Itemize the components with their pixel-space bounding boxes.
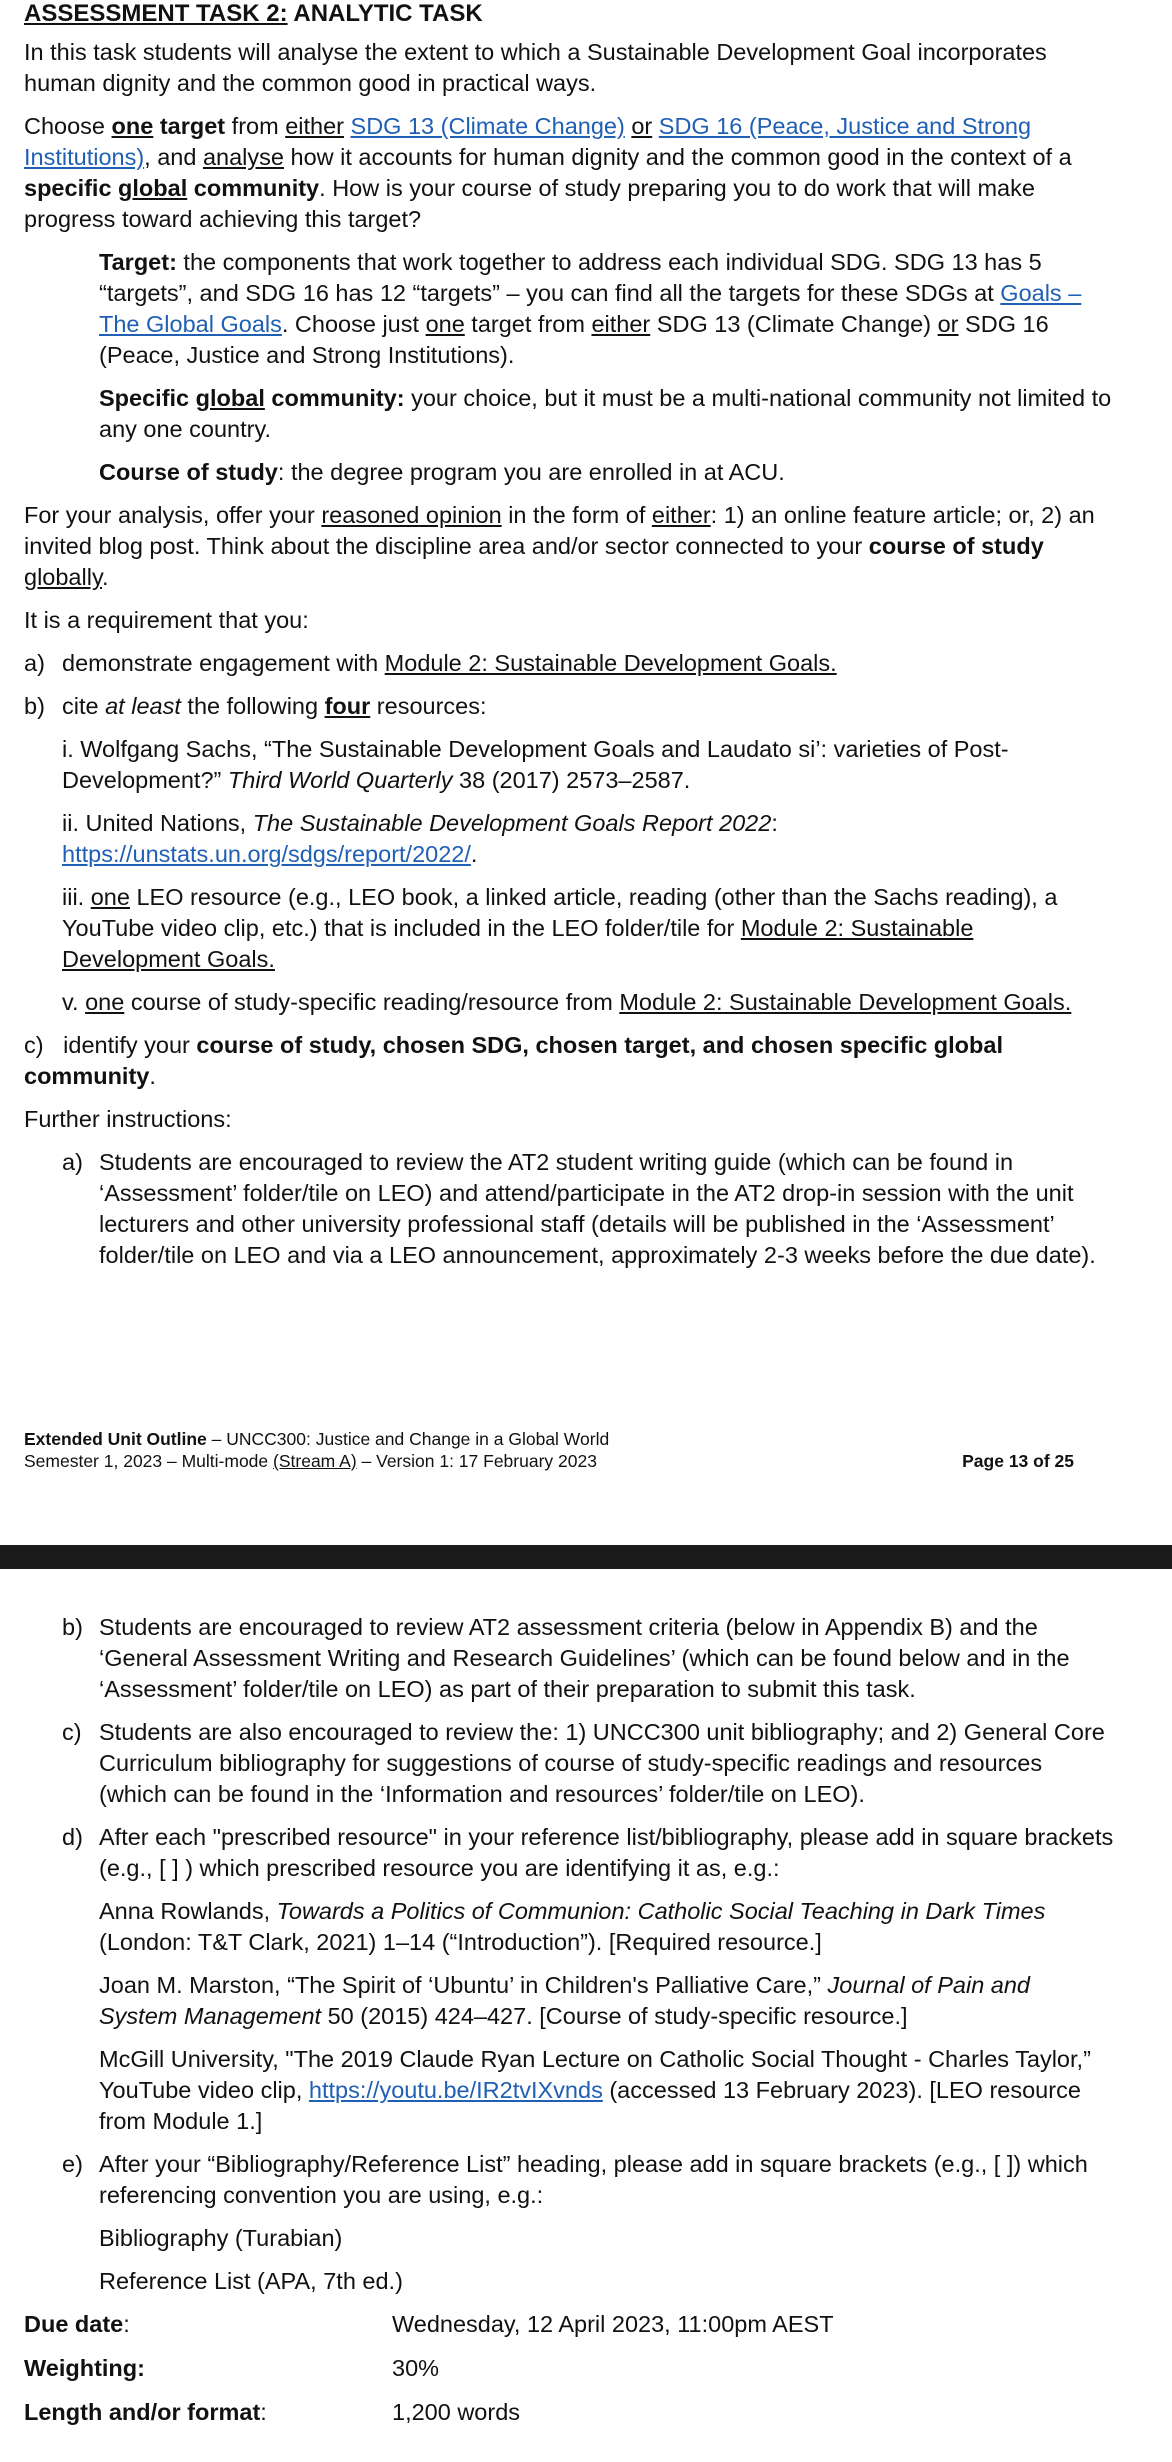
intro-paragraph: In this task students will analyse the extent to which a Sustainable Development Goal incorporates human dignity and the common good in practical ways. [24, 39, 1047, 96]
page-separator [0, 1545, 1172, 1569]
example-marston: Joan M. Marston, “The Spirit of ‘Ubuntu’ in Children's Palliative Care,” Journal of Pain and System Management 50 (2015) 424–427. [Course of study-specific resource.] [99, 1972, 1031, 2029]
further-instruction-a: a) Students are encouraged to review the AT2 student writing guide (which can be found in ‘Assessment’ folder/tile on LEO) and attend/participate in the AT2 drop-in session with the unit lecturers and other university professional staff (details will be published in the ‘Assessment’ folder/tile on LEO and via a LEO announcement, approximately 2-3 weeks before the due date). [62, 1149, 1096, 1268]
document-page-13 [24, 0, 1114, 1283]
youtube-link[interactable]: https://youtu.be/IR2tvIXvnds [308, 2077, 603, 2103]
due-date-row: Due date: Wednesday, 12 April 2023, 11:00pm AEST [24, 2311, 834, 2337]
page-footer [24, 1428, 1074, 1472]
resource-iii: iii. one LEO resource (e.g., LEO book, a linked article, reading (other than the Sachs reading), a YouTube video clip, etc.) that is included in the LEO folder/tile for Module 2: Sustainable Development Goals. [62, 884, 1058, 972]
requirement-intro: It is a requirement that you: [24, 607, 309, 633]
requirement-c: c) identify your course of study, chosen SDG, chosen target, and chosen specific global community. [24, 1032, 1003, 1089]
footer-line-2: Semester 1, 2023 – Multi-mode (Stream A) – Version 1: 17 February 2023 [24, 1451, 597, 1471]
convention-bibliography: Bibliography (Turabian) [99, 2225, 343, 2251]
document-page-14 [24, 1612, 1114, 2441]
example-rowlands: Anna Rowlands, Towards a Politics of Communion: Catholic Social Teaching in Dark Times (London: T&T Clark, 2021) 1–14 (“Introduction”). [Required resource.] [99, 1898, 1046, 1955]
page-number: Page 13 of 25 [962, 1451, 1074, 1471]
length-format-row: Length and/or format: 1,200 words [24, 2399, 521, 2425]
further-instruction-e: e) After your “Bibliography/Reference List” heading, please add in square brackets (e.g., [ ]) which referencing convention you are using, e.g.: [62, 2151, 1088, 2208]
analysis-paragraph: For your analysis, offer your reasoned opinion in the form of either: 1) an online feature article; or, 2) an invited blog post. Think about the discipline area and/or sector connected to your course of study globally. [24, 502, 1095, 590]
further-instruction-c: c) Students are also encouraged to review the: 1) UNCC300 unit bibliography; and 2) General Core Curriculum bibliography for suggestions of course of study-specific readings and resources (which can be found in the ‘Information and resources’ folder/tile on LEO). [62, 1719, 1105, 1807]
footer-line-1: Extended Unit Outline – UNCC300: Justice and Change in a Global World [24, 1429, 610, 1449]
definition-global-community: Specific global community: your choice, but it must be a multi-national community not limited to any one country. [99, 385, 1112, 442]
global-goals-link[interactable]: Goals – The Global Goals [99, 280, 1082, 337]
requirement-b: b) cite at least the following four resources: [24, 693, 487, 719]
definition-course-of-study: Course of study: the degree program you are enrolled in at ACU. [99, 459, 785, 485]
resource-ii: ii. United Nations, The Sustainable Development Goals Report 2022: https://unstats.un.org/sdgs/report/2022/. [62, 810, 778, 867]
task-heading: ASSESSMENT TASK 2: ANALYTIC TASK [24, 0, 483, 27]
definition-target: Target: the components that work together to address each individual SDG. SDG 13 has 5 “targets”, and SDG 16 has 12 “targets” – you can find all the targets for these SDGs at Goals – The Global Goals. Choose just one target from either SDG 13 (Climate Change) or SDG 16 (Peace, Justice and Strong Institutions). [99, 249, 1082, 368]
convention-reference-list: Reference List (APA, 7th ed.) [99, 2268, 403, 2294]
further-instructions-heading: Further instructions: [24, 1106, 232, 1132]
sdg-report-link[interactable]: https://unstats.un.org/sdgs/report/2022/ [62, 841, 471, 867]
sdg13-link[interactable]: SDG 13 (Climate Change) [350, 113, 625, 139]
further-instruction-d: d) After each "prescribed resource" in your reference list/bibliography, please add in square brackets (e.g., [ ] ) which prescribed resource you are identifying it as, e.g.: [62, 1824, 1114, 1881]
sdg16-link[interactable]: SDG 16 (Peace, Justice and Strong Institutions) [24, 113, 1032, 170]
weighting-row: Weighting: 30% [24, 2355, 440, 2381]
further-instruction-b: b) Students are encouraged to review AT2 assessment criteria (below in Appendix B) and the ‘General Assessment Writing and Research Guidelines’ (which can be found below and in the ‘Assessment’ folder/tile on LEO) as part of their preparation to submit this task. [62, 1614, 1070, 1702]
resource-i: i. Wolfgang Sachs, “The Sustainable Development Goals and Laudato si’: varieties of Post-Development?” Third World Quarterly 38 (2017) 2573–2587. [62, 736, 1009, 793]
requirement-a: a) demonstrate engagement with Module 2: Sustainable Development Goals. [24, 650, 837, 676]
choose-target-paragraph: Choose one target from either SDG 13 (Climate Change) or SDG 16 (Peace, Justice and Strong Institutions), and analyse how it accounts for human dignity and the common good in the context of a specific global community. How is your course of study preparing you to do work that will make progress toward achieving this target? [24, 113, 1072, 232]
example-mcgill: McGill University, "The 2019 Claude Ryan Lecture on Catholic Social Thought - Charles Taylor,” YouTube video clip, https://youtu.be/IR2tvIXvnds (accessed 13 February 2023). [LEO resource from Module 1.] [99, 2046, 1091, 2134]
resource-v: v. one course of study-specific reading/resource from Module 2: Sustainable Development Goals. [62, 989, 1072, 1015]
